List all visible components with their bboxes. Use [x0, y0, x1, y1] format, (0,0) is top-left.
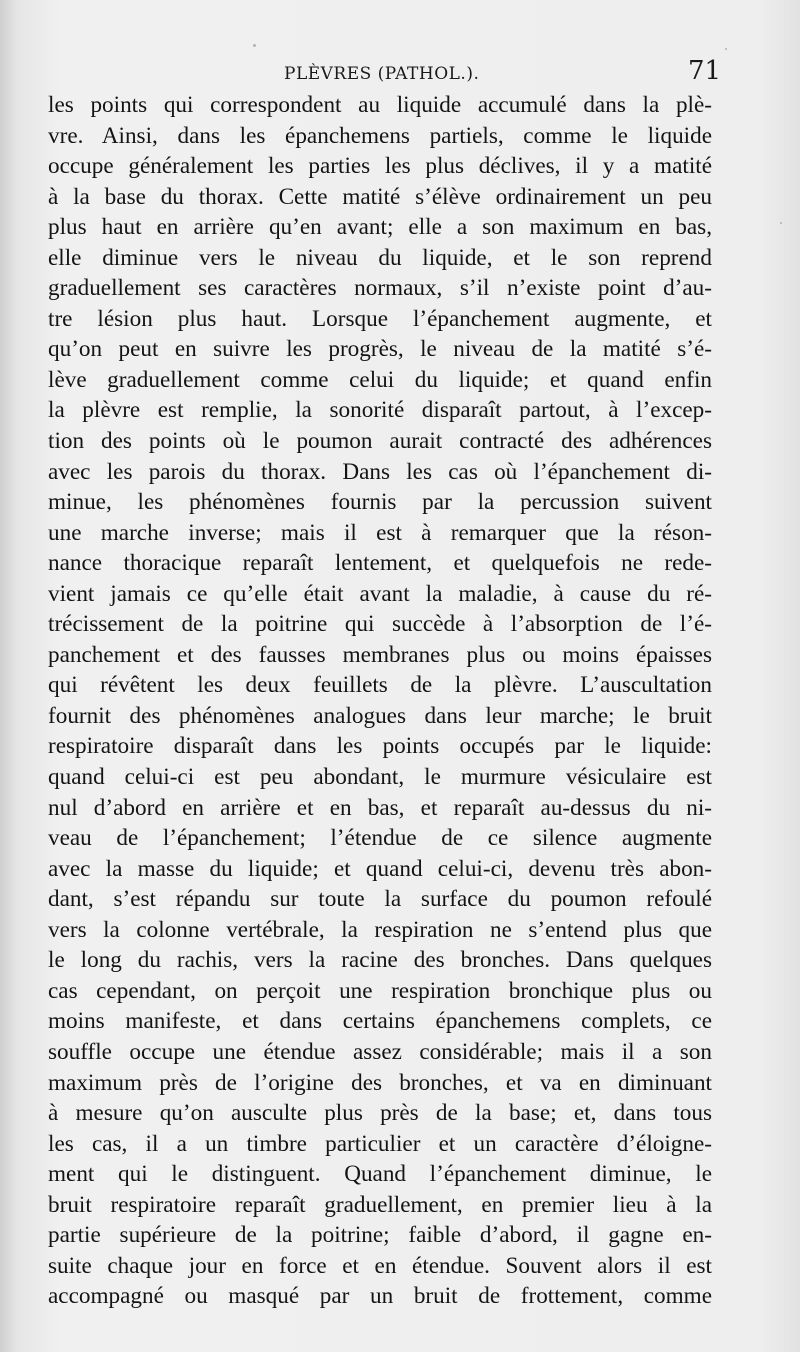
text-line: partie supérieure de la poitrine; faible d’abord, il gagne en- [48, 1222, 712, 1249]
text-line: fournit des phénomènes analogues dans leur marche; le bruit [48, 702, 712, 729]
paper-speck [253, 44, 256, 47]
text-line: minue, les phénomènes fournis par la percussion suivent [48, 489, 712, 516]
text-line: nul d’abord en arrière et en bas, et reparaît au-dessus du ni- [48, 794, 712, 821]
text-line: cas cependant, on perçoit une respiration bronchique plus ou [48, 977, 712, 1004]
text-line: tre lésion plus haut. Lorsque l’épanchement augmente, et [48, 305, 712, 332]
text-line: vers la colonne vertébrale, la respiration ne s’entend plus que [48, 916, 712, 943]
text-line: à mesure qu’on ausculte plus près de la base; et, dans tous [48, 1100, 712, 1127]
text-line: bruit respiratoire reparaît graduellement, en premier lieu à la [48, 1191, 712, 1218]
text-line: avec les parois du thorax. Dans les cas où l’épanchement di- [48, 458, 712, 485]
text-line: accompagné ou masqué par un bruit de frottement, comme [48, 1283, 712, 1310]
text-line: lève graduellement comme celui du liquide; et quand enfin [48, 366, 712, 393]
text-line: respiratoire disparaît dans les points occupés par le liquide: [48, 733, 712, 760]
text-line: vient jamais ce qu’elle était avant la maladie, à cause du ré- [48, 580, 712, 607]
text-line: moins manifeste, et dans certains épanchemens complets, ce [48, 1008, 712, 1035]
text-line: occupe généralement les parties les plus déclives, il y a matité [48, 153, 712, 180]
text-line: panchement et des fausses membranes plus ou moins épaisses [48, 641, 712, 668]
text-line: qu’on peut en suivre les progrès, le niveau de la matité s’é- [48, 336, 712, 363]
text-line: ment qui le distinguent. Quand l’épanchement diminue, le [48, 1161, 712, 1188]
text-line: avec la masse du liquide; et quand celui-ci, devenu très abon- [48, 855, 712, 882]
text-line: suite chaque jour en force et en étendue. Souvent alors il est [48, 1252, 712, 1279]
body-text [48, 90, 712, 1312]
text-line: dant, s’est répandu sur toute la surface du poumon refoulé [48, 886, 712, 913]
text-line: maximum près de l’origine des bronches, et va en diminuant [48, 1069, 712, 1096]
text-line: la plèvre est remplie, la sonorité disparaît partout, à l’excep- [48, 397, 712, 424]
text-line: le long du rachis, vers la racine des bronches. Dans quelques [48, 947, 712, 974]
text-line: nance thoracique reparaît lentement, et quelquefois ne rede- [48, 550, 712, 577]
text-line: trécissement de la poitrine qui succède à l’absorption de l’é- [48, 611, 712, 638]
running-title: PLÈVRES (PATHOL.). [284, 64, 480, 84]
page-number: 71 [688, 56, 722, 86]
text-line: souffle occupe une étendue assez considérable; mais il a son [48, 1038, 712, 1065]
running-head [0, 56, 800, 92]
text-line: les points qui correspondent au liquide accumulé dans la plè- [48, 92, 712, 118]
text-line: elle diminue vers le niveau du liquide, et le son reprend [48, 244, 712, 271]
text-line: veau de l’épanchement; l’étendue de ce silence augmente [48, 825, 712, 852]
paper-speck [725, 48, 727, 50]
paper-speck [780, 222, 782, 224]
text-line: les cas, il a un timbre particulier et un caractère d’éloigne- [48, 1130, 712, 1157]
text-line: une marche inverse; mais il est à remarquer que la réson- [48, 519, 712, 546]
text-line: graduellement ses caractères normaux, s’il n’existe point d’au- [48, 275, 712, 302]
text-line: quand celui-ci est peu abondant, le murmure vésiculaire est [48, 764, 712, 791]
text-line: vre. Ainsi, dans les épanchemens partiels, comme le liquide [48, 122, 712, 149]
text-line: qui révêtent les deux feuillets de la plèvre. L’auscultation [48, 672, 712, 699]
text-line: à la base du thorax. Cette matité s’élève ordinairement un peu [48, 183, 712, 210]
text-line: plus haut en arrière qu’en avant; elle a son maximum en bas, [48, 214, 712, 241]
text-line: tion des points où le poumon aurait contracté des adhérences [48, 428, 712, 455]
